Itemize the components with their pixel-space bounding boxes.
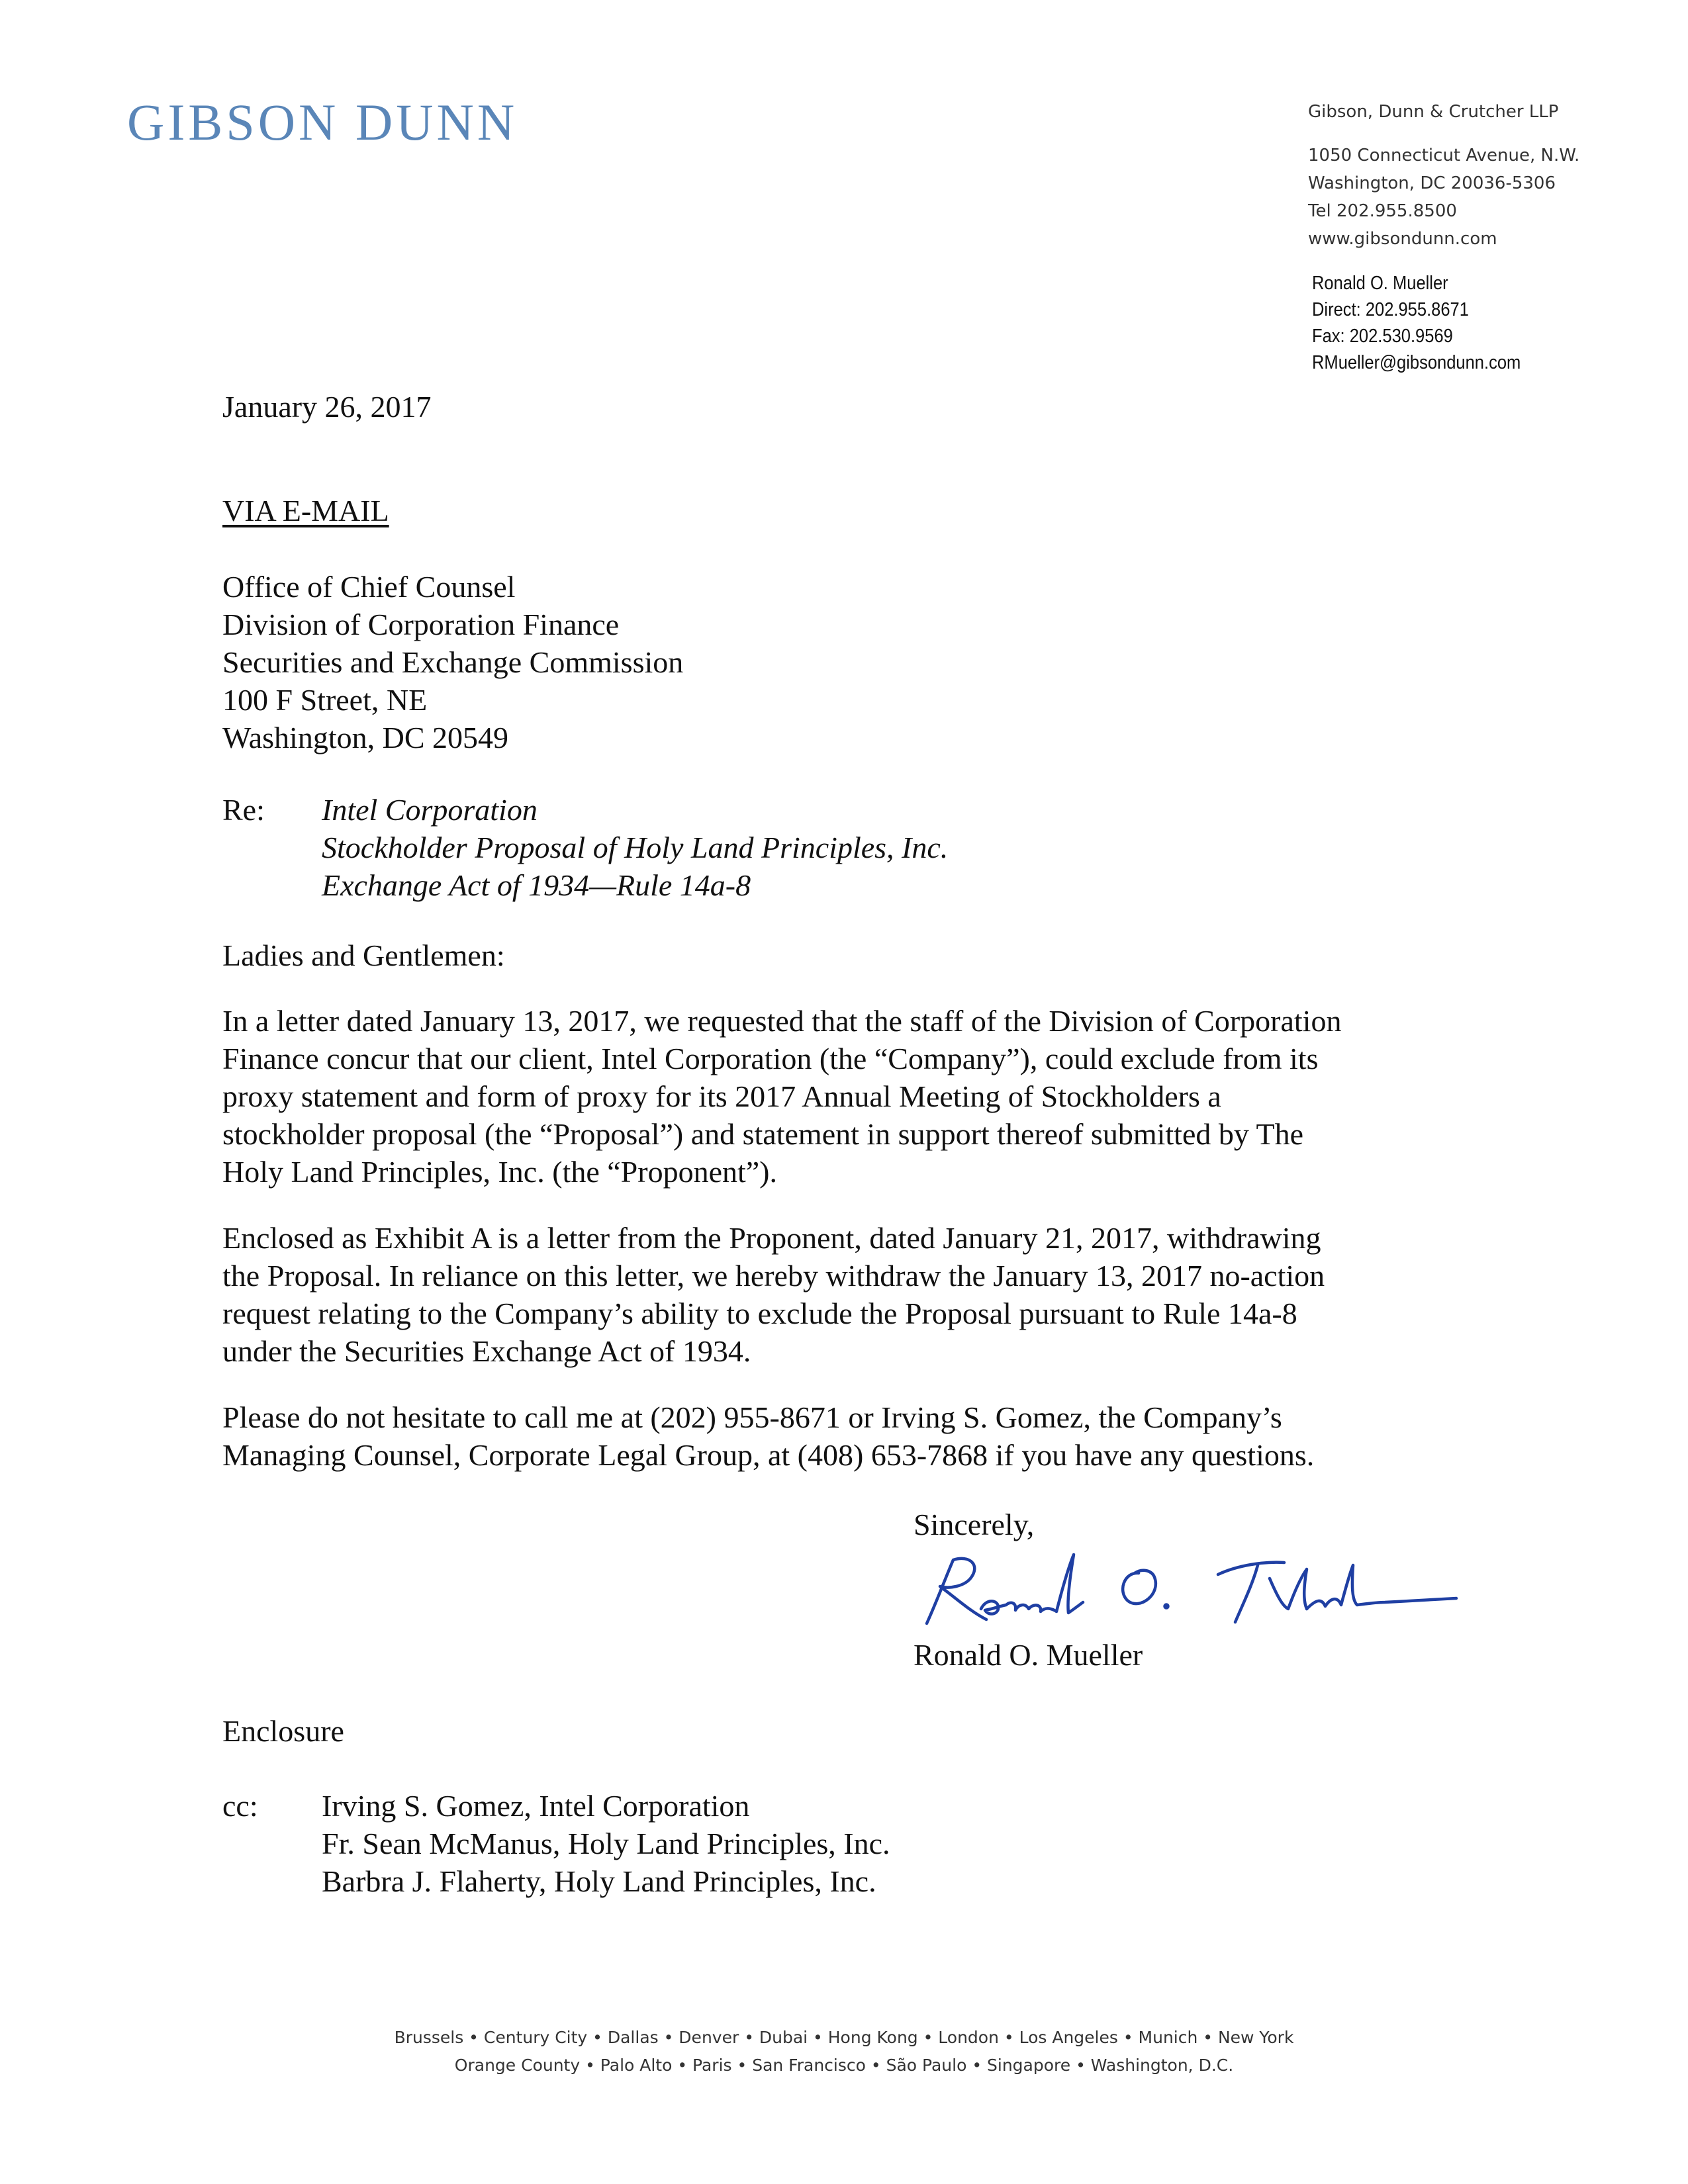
enclosure-note: Enclosure [222,1714,344,1748]
firm-logo: GIBSON DUNN [127,93,518,151]
recipient-line: Office of Chief Counsel [222,570,516,604]
cc-recipient: Fr. Sean McManus, Holy Land Principles, Inc. [322,1827,890,1860]
website-line: www.gibsondunn.com [1308,229,1497,249]
subject-line: Exchange Act of 1934—Rule 14a-8 [322,868,751,902]
office-line: Brussels • Century City • Dallas • Denver • Dubai • Hong Kong • London • Los Angeles • Munich • New York [394,2028,1294,2047]
sender-email: RMueller@gibsondunn.com [1312,352,1521,373]
paragraph-2 [222,1219,1480,1370]
paragraph-line: Finance concur that our client, Intel Corporation (the “Company”), could exclude from its [222,1042,1319,1075]
cc-label: cc: [222,1789,258,1823]
letter-date: January 26, 2017 [222,390,432,424]
paragraph-line: stockholder proposal (the “Proposal”) and statement in support thereof submitted by The [222,1117,1304,1151]
office-locations-footer [0,2024,1688,2079]
paragraph-line: under the Securities Exchange Act of 1934. [222,1334,751,1368]
signer-name: Ronald O. Mueller [914,1638,1143,1672]
sender-fax: Fax: 202.530.9569 [1312,326,1453,347]
office-line: Orange County • Palo Alto • Paris • San Francisco • São Paulo • Singapore • Washington, D.C. [454,2056,1234,2075]
paragraph-line: In a letter dated January 13, 2017, we requested that the staff of the Division of Corporation [222,1004,1342,1038]
recipient-line: Washington, DC 20549 [222,721,509,754]
paragraph-line: Managing Counsel, Corporate Legal Group, at (408) 653-7868 if you have any questions. [222,1438,1315,1472]
recipient-address [222,568,683,756]
closing: Sincerely, [914,1508,1035,1541]
address-line: Washington, DC 20036-5306 [1308,173,1556,193]
address-line: 1050 Connecticut Avenue, N.W. [1308,146,1580,165]
cc-recipient: Irving S. Gomez, Intel Corporation [322,1789,750,1823]
firm-address-block [1308,98,1679,253]
phone-line: Tel 202.955.8500 [1308,201,1457,221]
recipient-line: Division of Corporation Finance [222,608,620,641]
subject-line: Intel Corporation [322,793,538,827]
handwritten-signature [907,1545,1463,1631]
firm-name: Gibson, Dunn & Crutcher LLP [1308,102,1559,122]
paragraph-line: Please do not hesitate to call me at (202) 955-8671 or Irving S. Gomez, the Company’s [222,1400,1282,1434]
salutation: Ladies and Gentlemen: [222,938,505,972]
sender-name: Ronald O. Mueller [1312,273,1448,294]
subject-line: Stockholder Proposal of Holy Land Principles, Inc. [322,831,949,864]
delivery-method: VIA E-MAIL [222,494,389,527]
paragraph-line: request relating to the Company’s ability to exclude the Proposal pursuant to Rule 14a-8 [222,1297,1297,1330]
paragraph-1 [222,1002,1480,1191]
paragraph-line: the Proposal. In reliance on this letter, we hereby withdraw the January 13, 2017 no-action [222,1259,1325,1293]
recipient-line: Securities and Exchange Commission [222,645,684,679]
paragraph-line: Holy Land Principles, Inc. (the “Proponent”). [222,1155,777,1189]
paragraph-line: Enclosed as Exhibit A is a letter from the Proponent, dated January 21, 2017, withdrawing [222,1221,1321,1255]
recipient-line: 100 F Street, NE [222,683,428,717]
paragraph-3 [222,1398,1480,1474]
subject-label: Re: [222,793,265,827]
sender-direct: Direct: 202.955.8671 [1312,299,1469,320]
paragraph-line: proxy statement and form of proxy for its 2017 Annual Meeting of Stockholders a [222,1079,1221,1113]
sender-contact-block [1312,270,1638,376]
cc-recipient: Barbra J. Flaherty, Holy Land Principles, Inc. [322,1864,876,1898]
